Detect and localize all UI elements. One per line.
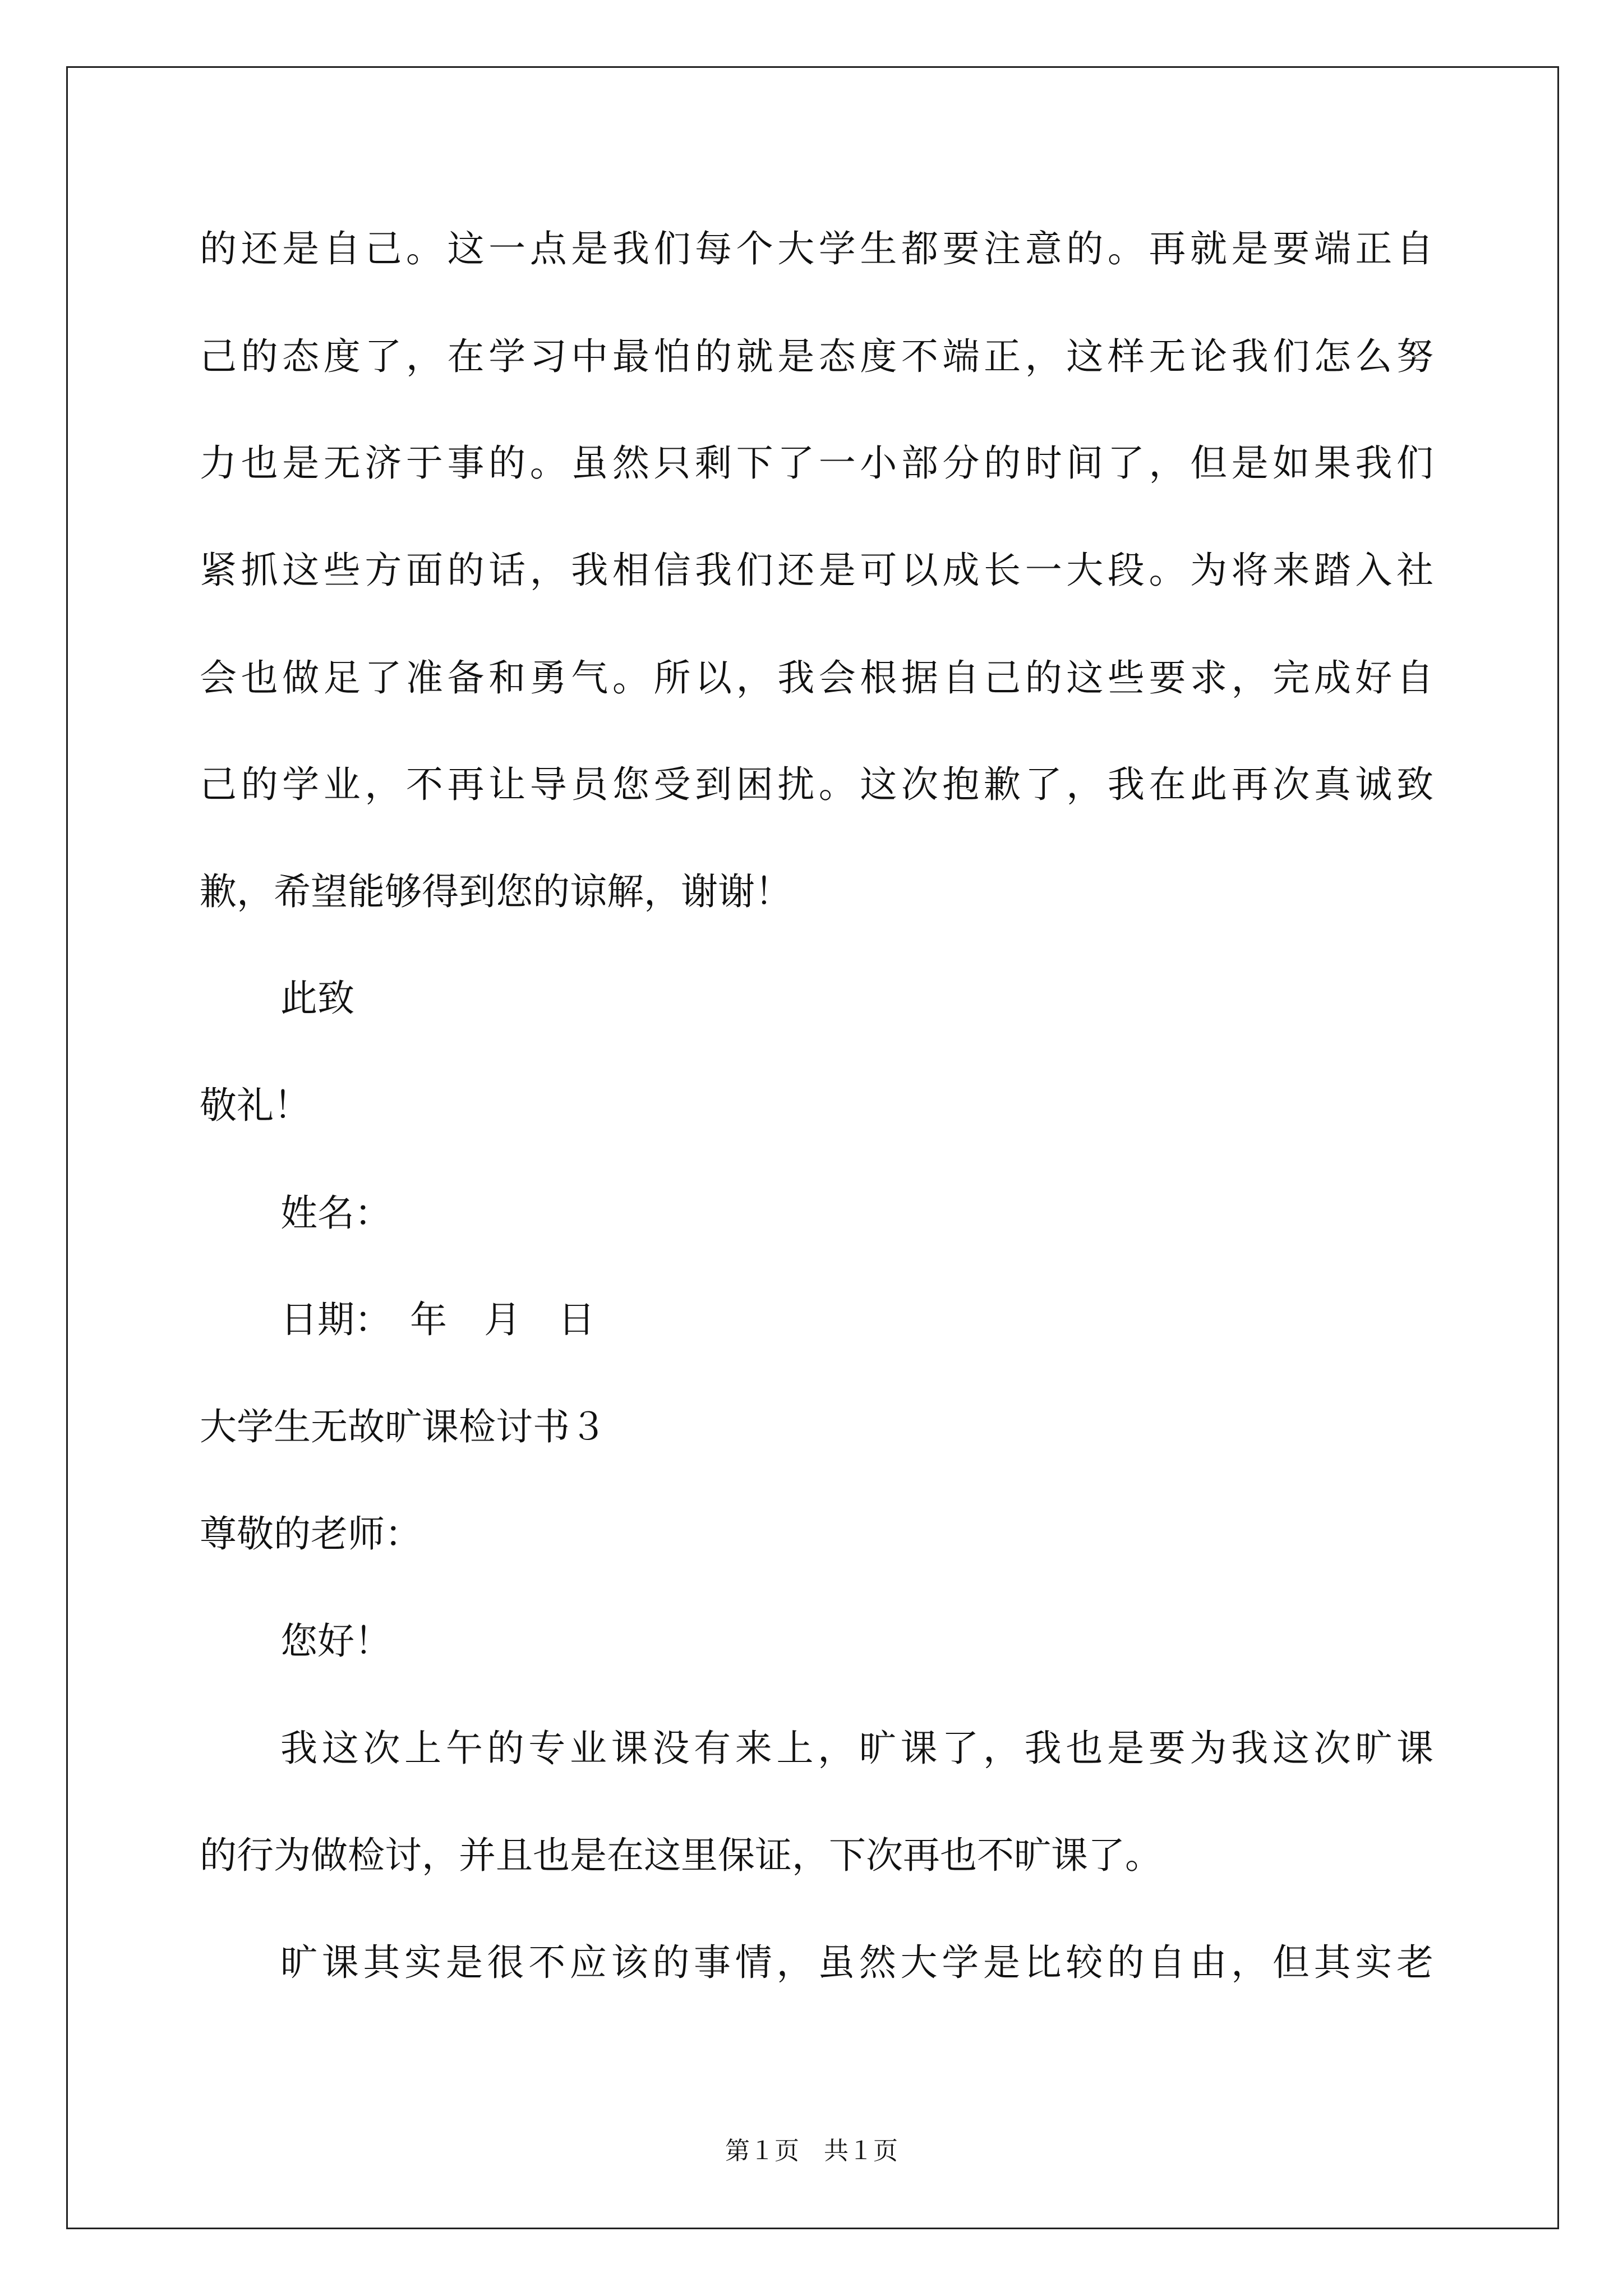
closing-regards: 敬礼！: [200, 1084, 311, 1127]
paragraph-line-2: 的行为做检讨，并且也是在这里保证，下次再也不旷课了。: [200, 1834, 1162, 1877]
greeting-hello: 您好！: [280, 1619, 391, 1663]
paragraph-line-3: 旷课其实是很不应该的事情，虽然大学是比较的自由，但其实老: [280, 1941, 1433, 1984]
body-line-5: 会也做足了准备和勇气。所以，我会根据自己的这些要求，完成好自: [200, 656, 1433, 700]
signature-date: 日期： 年 月 日: [280, 1298, 595, 1341]
signature-name: 姓名：: [280, 1191, 391, 1235]
body-line-4: 紧抓这些方面的话，我相信我们还是可以成长一大段。为将来踏入社: [200, 549, 1433, 592]
closing-salutation: 此致: [280, 977, 354, 1020]
paragraph-line-1: 我这次上午的专业课没有来上，旷课了，我也是要为我这次旷课: [280, 1727, 1433, 1770]
body-line-2: 己的态度了，在学习中最怕的就是态度不端正，这样无论我们怎么努: [200, 335, 1433, 378]
body-line-7: 歉，希望能够得到您的谅解，谢谢！: [200, 870, 792, 913]
section-title: 大学生无故旷课检讨书３: [200, 1405, 607, 1448]
page-footer: 第１页 共１页: [725, 2137, 898, 2165]
body-line-6: 己的学业，不再让导员您受到困扰。这次抱歉了，我在此再次真诚致: [200, 763, 1433, 806]
body-line-3: 力也是无济于事的。虽然只剩下了一小部分的时间了，但是如果我们: [200, 441, 1433, 485]
greeting-recipient: 尊敬的老师：: [200, 1512, 422, 1556]
page-border: [66, 66, 1559, 2229]
body-line-1: 的还是自己。这一点是我们每个大学生都要注意的。再就是要端正自: [200, 227, 1433, 270]
